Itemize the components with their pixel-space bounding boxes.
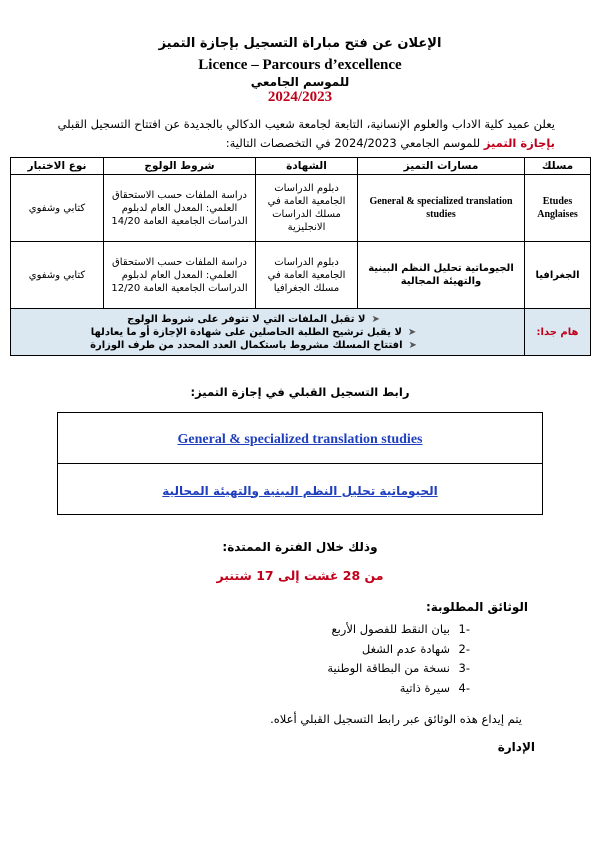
notes-cell [11, 309, 525, 356]
program-title: Licence – Parcours d’excellence [198, 57, 402, 73]
list-item [327, 620, 470, 640]
list-item [327, 659, 470, 679]
row-test: كتابي وشفوي [11, 175, 104, 242]
list-item-text: شهادة عدم الشغل [361, 641, 450, 656]
table-row [11, 175, 591, 242]
deposit-note: يتم إيداع هذه الوثائق عبر رابط التسجيل القبلي أعلاه. [270, 712, 522, 726]
note-item [13, 339, 494, 352]
note-item [13, 313, 494, 326]
list-item-number: -4 [458, 680, 470, 695]
documents-list [327, 620, 470, 698]
list-item-text: سيرة ذاتية [399, 680, 450, 695]
chevron-icon: ➤ [371, 313, 380, 325]
note-text: لا يقبل ترشيح الطلبة الحاصلين على شهادة الإجازة أو ما يعادلها [90, 326, 402, 338]
translation-studies-link[interactable]: General & specialized translation studies [177, 432, 423, 447]
intro-paragraph [35, 115, 555, 153]
row-track: الجيوماتية تحليل النظم البينية والتهيئة المجالية [358, 242, 525, 309]
row-test: كتابي وشفوي [11, 242, 104, 309]
row-track: General & specialized translation studies [358, 175, 525, 242]
note-text: لا تقبل الملفات التي لا تتوفر على شروط الولوج [127, 313, 366, 325]
header-conditions: شروط الولوج [104, 158, 256, 175]
intro-text-1: يعلن عميد كلية الاداب والعلوم الإنسانية، التابعة لجامعة شعيب الدكالي بالجديدة عن افتتاح التسجيل القبلي [57, 117, 555, 131]
links-heading: رابط التسجيل القبلي في إجازة التميز: [190, 385, 410, 399]
programs-table [10, 157, 591, 356]
row-field: الجغرافيا [525, 242, 591, 309]
list-item [327, 640, 470, 660]
intro-text-2: للموسم الجامعي 2024/2023 في التخصصات التالية: [225, 136, 481, 150]
note-text: افتتاح المسلك مشروط باستكمال العدد المحدد من طرف الوزارة [90, 339, 403, 351]
links-cell [58, 464, 543, 515]
list-item-text: بيان النقط للفصول الأربع [331, 622, 450, 636]
documents-heading: الوثائق المطلوبة: [425, 600, 528, 614]
signature: الإدارة [497, 740, 535, 754]
period-heading: وذلك خلال الفترة الممتدة: [222, 540, 378, 554]
list-item [327, 679, 470, 699]
season-year: 2024/2023 [267, 89, 333, 105]
links-row [58, 413, 543, 464]
header-field: مسلك [525, 158, 591, 175]
row-conditions: دراسة الملفات حسب الاستحقاق العلمي: المعدل العام لدبلوم الدراسات الجامعية العامة 14/20 [104, 175, 256, 242]
links-row [58, 464, 543, 515]
header-diploma: الشهادة [256, 158, 358, 175]
period-dates: من 28 غشت إلى 17 شتنبر [216, 568, 384, 583]
table-row [11, 242, 591, 309]
row-conditions: دراسة الملفات حسب الاستحقاق العلمي: المعدل العام لدبلوم الدراسات الجامعية العامة 12/20 [104, 242, 256, 309]
season-label: للموسم الجامعي [250, 75, 350, 89]
list-item-text: نسخة من البطاقة الوطنية [327, 661, 450, 675]
note-item [13, 326, 494, 339]
row-diploma: دبلوم الدراسات الجامعية العامة في مسلك الدراسات الانجليزية [256, 175, 358, 242]
list-item-number: -1 [458, 622, 470, 636]
links-table [57, 412, 543, 515]
header-track: مسارات التميز [358, 158, 525, 175]
intro-highlight: بإجازة التميز [483, 136, 555, 150]
notes-row [11, 309, 591, 356]
header-test: نوع الاختبار [11, 158, 104, 175]
geomatics-link[interactable]: الجيوماتية تحليل النظم البينية والتهيئة المجالية [162, 483, 438, 498]
row-field: Etudes Anglaises [525, 175, 591, 242]
announcement-title: الإعلان عن فتح مباراة التسجيل بإجازة التميز [158, 36, 442, 51]
table-header-row [11, 158, 591, 175]
links-cell [58, 413, 543, 464]
important-label: هام جدا: [525, 309, 591, 356]
row-diploma: دبلوم الدراسات الجامعية العامة في مسلك الجغرافيا [256, 242, 358, 309]
list-item-number: -2 [458, 641, 470, 656]
list-item-number: -3 [458, 661, 470, 675]
chevron-icon: ➤ [408, 339, 417, 351]
chevron-icon: ➤ [407, 326, 417, 338]
